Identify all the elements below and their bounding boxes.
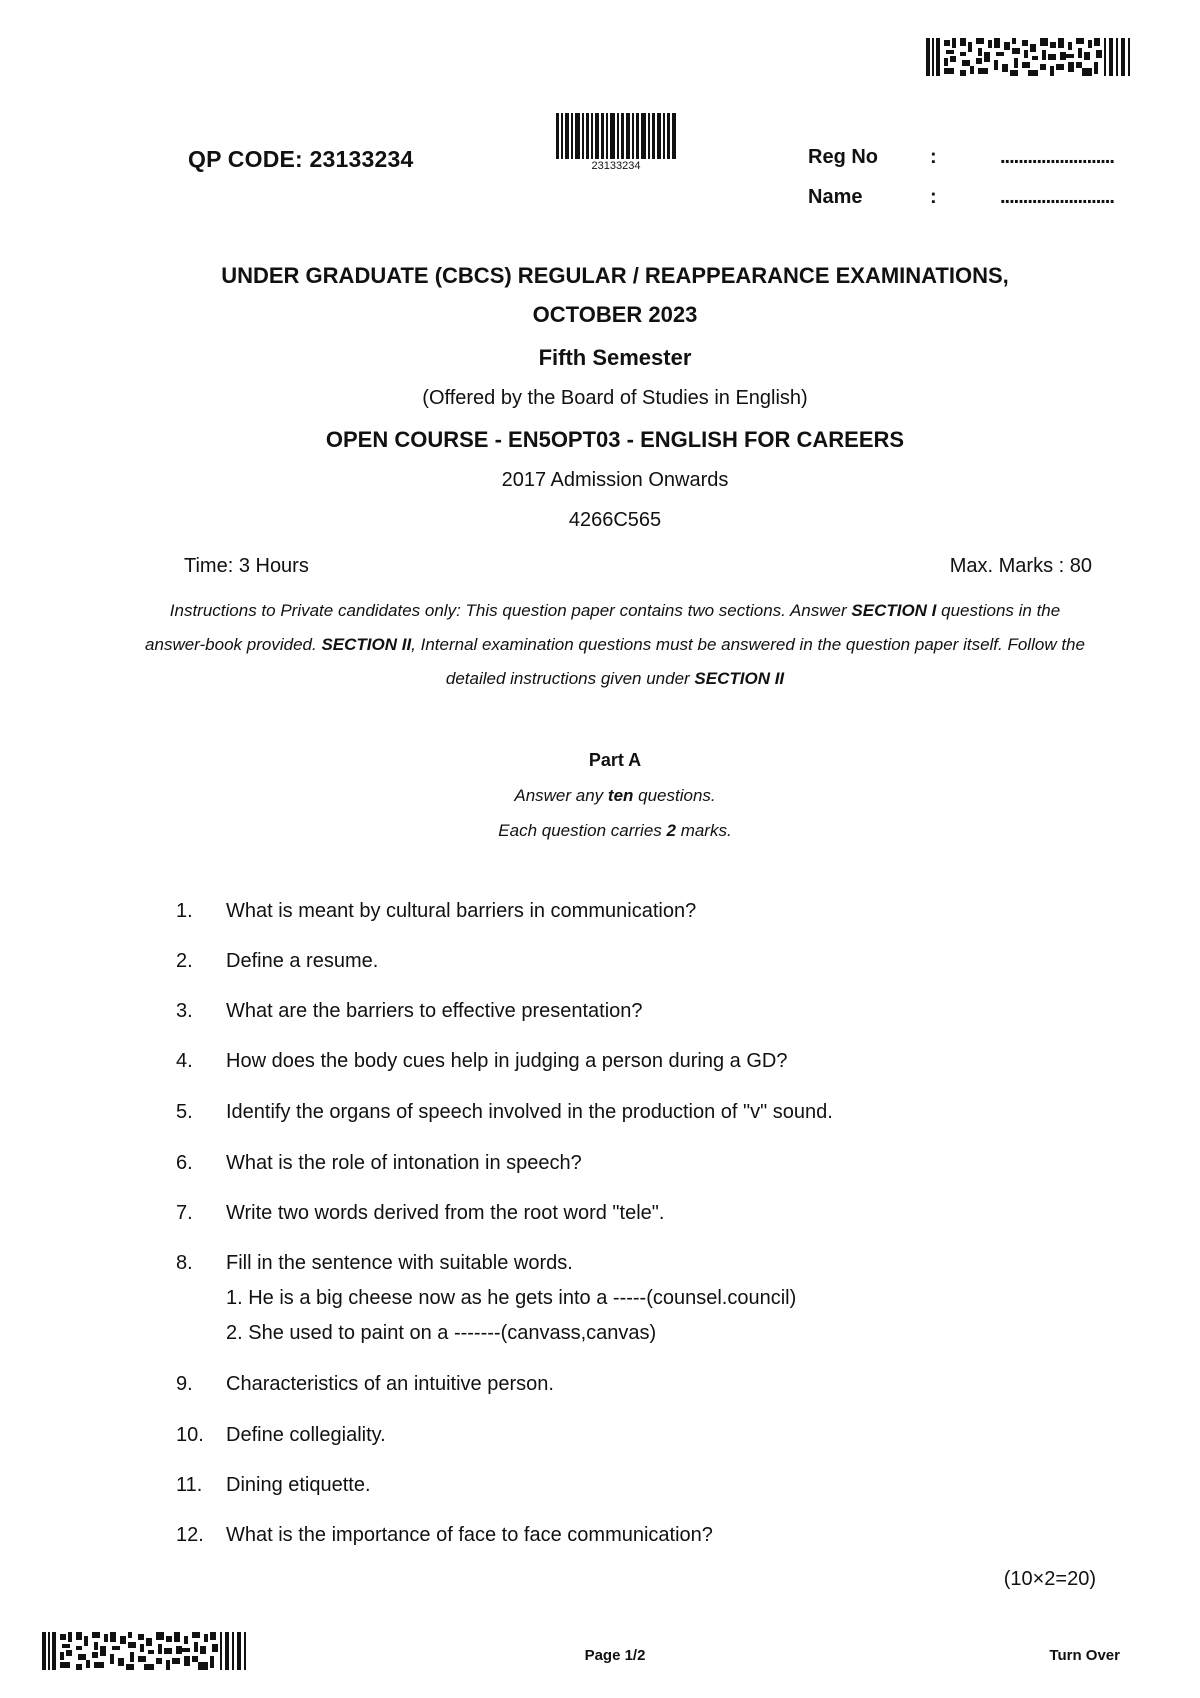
answer-instruction: [130, 786, 1100, 806]
question-number: 3.: [176, 1000, 193, 1022]
question-text: Write two words derived from the root word "tele".: [226, 1202, 665, 1224]
carries-text: Each question carries: [498, 821, 667, 840]
barcode-top-right: [926, 38, 1132, 76]
question-number: 8.: [176, 1252, 193, 1274]
question-number: 7.: [176, 1202, 193, 1224]
max-marks: Max. Marks : 80: [949, 555, 1092, 577]
name-colon: :: [930, 186, 937, 208]
turn-over: Turn Over: [1049, 1647, 1120, 1664]
question-number: 1.: [176, 900, 193, 922]
barcode-bottom-left: [42, 1632, 248, 1670]
exam-title-line2: OCTOBER 2023: [532, 302, 698, 327]
question-number: 12.: [176, 1524, 204, 1546]
instructions-text-1: Instructions to Private candidates only: This question paper contains two sections. Answer: [169, 601, 852, 620]
question-text: What is meant by cultural barriers in communication?: [226, 900, 697, 922]
instructions-text-2: questions in the answer-book provided.: [145, 601, 1061, 654]
question-text: Fill in the sentence with suitable words.: [226, 1252, 573, 1274]
exam-time: Time: 3 Hours: [184, 555, 309, 577]
question-text: Identify the organs of speech involved in the production of "v" sound.: [226, 1101, 833, 1123]
answer-text: Answer any: [514, 786, 608, 805]
question-number: 4.: [176, 1050, 193, 1072]
question-text: Define a resume.: [226, 950, 379, 972]
semester: Fifth Semester: [538, 345, 692, 370]
course-title: OPEN COURSE - EN5OPT03 - ENGLISH FOR CAREERS: [325, 427, 905, 452]
instructions-section-3: SECTION II: [694, 669, 785, 688]
offered-by: (Offered by the Board of Studies in English): [422, 387, 808, 409]
reg-no-label: Reg No: [808, 146, 878, 168]
question-number: 9.: [176, 1373, 193, 1395]
question-text: What is the importance of face to face communication?: [226, 1524, 713, 1546]
question-text: Dining etiquette.: [226, 1474, 371, 1496]
question-number: 6.: [176, 1152, 193, 1174]
question-text: Define collegiality.: [226, 1424, 386, 1446]
question-text: What is the role of intonation in speech?: [226, 1152, 582, 1174]
instructions-section-2: SECTION II: [321, 635, 412, 654]
answer-text-end: questions.: [633, 786, 716, 805]
question-text: How does the body cues help in judging a person during a GD?: [226, 1050, 788, 1072]
instructions: [140, 594, 1090, 696]
instructions-section-1: SECTION I: [851, 601, 937, 620]
marks-instruction: [130, 821, 1100, 841]
answer-count: ten: [607, 786, 634, 805]
part-a-total: (10×2=20): [1003, 1568, 1096, 1590]
reg-no-colon: :: [930, 146, 937, 168]
reg-no-field: .........................: [1000, 146, 1114, 168]
question-text: What are the barriers to effective presentation?: [226, 1000, 643, 1022]
qp-code: QP CODE: 23133234: [188, 146, 414, 172]
question-number: 10.: [176, 1424, 204, 1446]
question-number: 2.: [176, 950, 193, 972]
barcode-center: [556, 113, 676, 159]
q8-sub-item: 2. She used to paint on a -------(canvass,canvas): [226, 1322, 657, 1344]
question-number: 11.: [176, 1474, 203, 1496]
question-number: 5.: [176, 1101, 193, 1123]
admission: 2017 Admission Onwards: [501, 469, 729, 491]
page-number: Page 1/2: [584, 1647, 646, 1664]
carries-marks: 2: [666, 821, 676, 840]
carries-text-end: marks.: [675, 821, 732, 840]
instructions-text-3: , Internal examination questions must be answered in the question paper itself. Follow the detailed instructions given under: [411, 635, 1085, 688]
part-a-heading: Part A: [588, 750, 642, 770]
q8-sub-item: 1. He is a big cheese now as he gets into a -----(counsel.council): [226, 1287, 797, 1309]
paper-code: 4266C565: [568, 509, 662, 531]
name-field: .........................: [1000, 186, 1114, 208]
name-label: Name: [808, 186, 863, 208]
question-text: Characteristics of an intuitive person.: [226, 1373, 554, 1395]
barcode-number: 23133234: [591, 160, 641, 172]
exam-title-line1: UNDER GRADUATE (CBCS) REGULAR / REAPPEARANCE EXAMINATIONS,: [221, 263, 1009, 288]
